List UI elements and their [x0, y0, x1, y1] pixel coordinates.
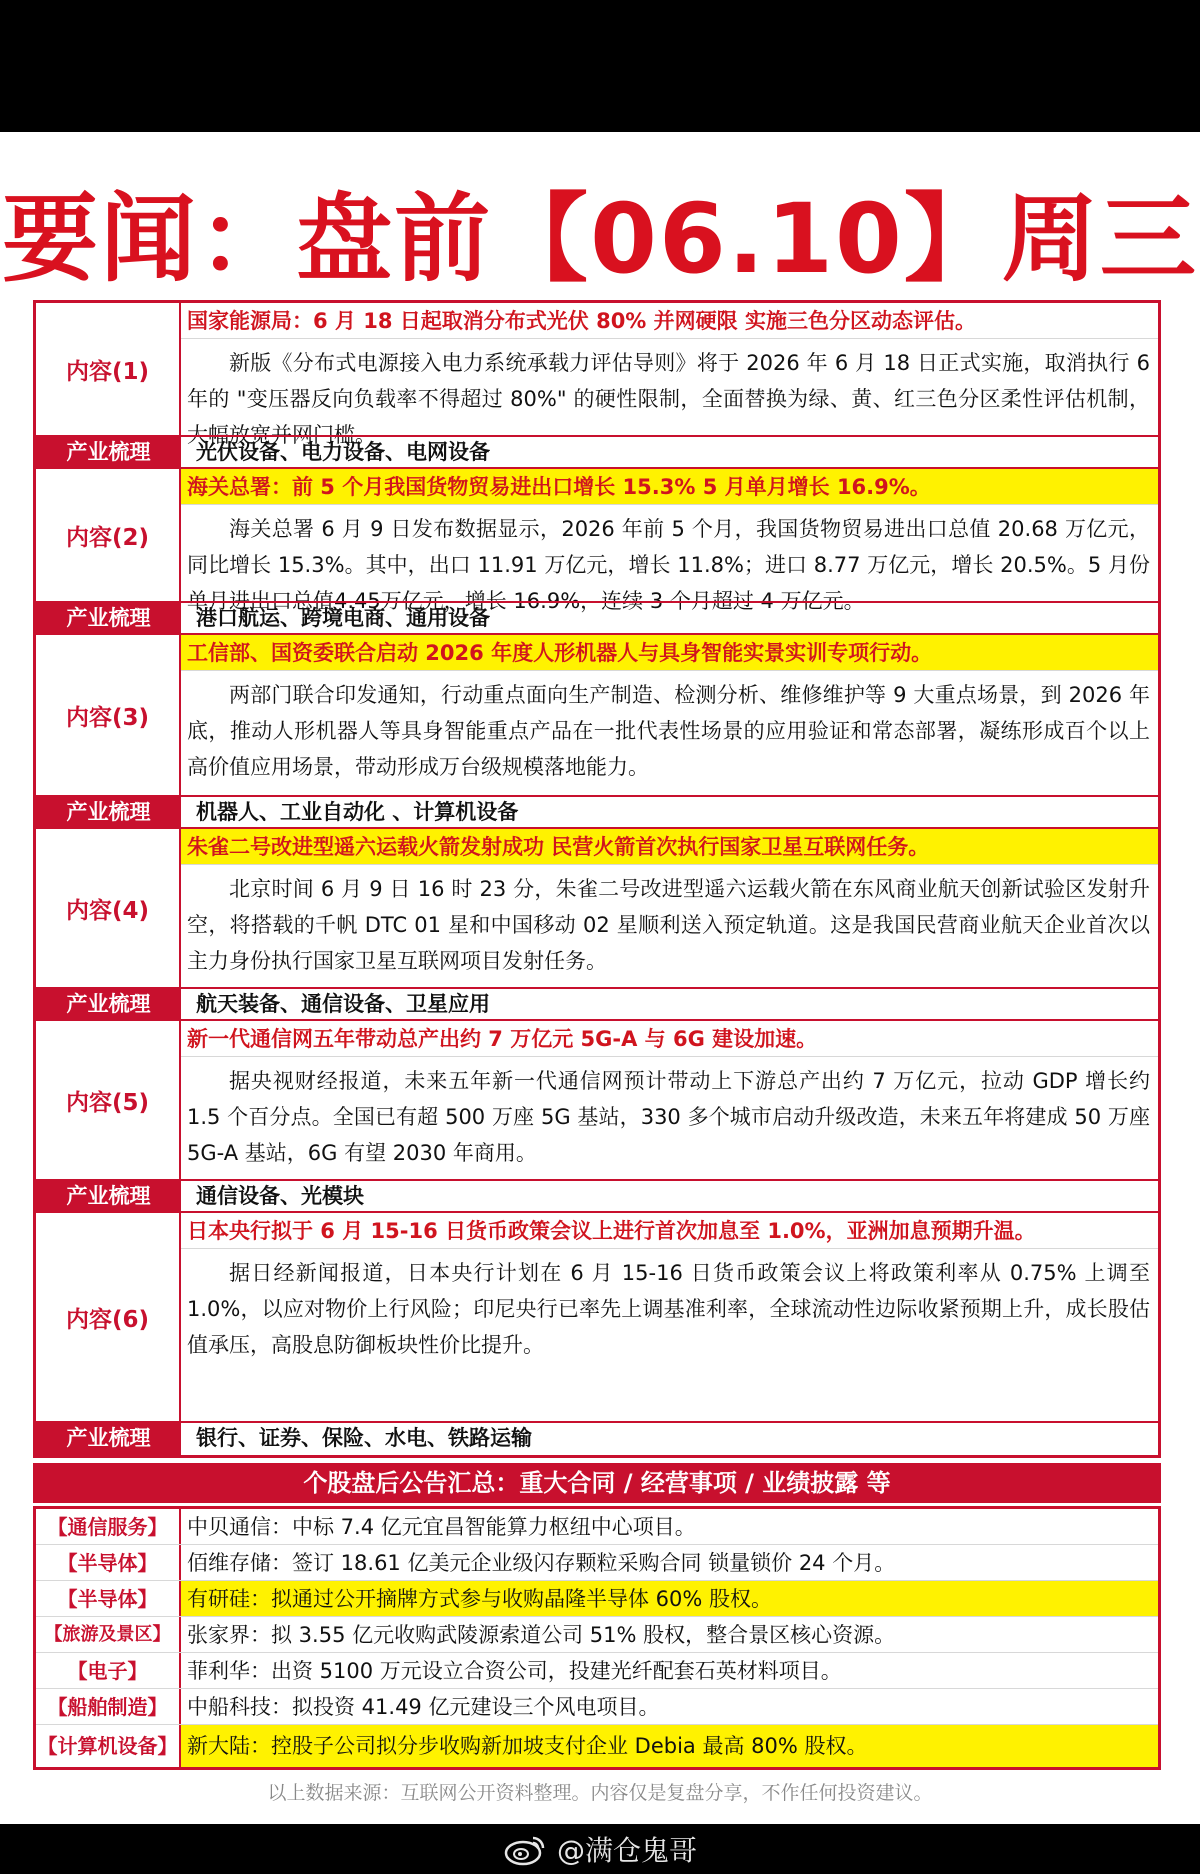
sector-tag: 【船舶制造】 [36, 1689, 181, 1724]
industry-row-3 [36, 795, 1158, 829]
news-headline: 国家能源局：6 月 18 日起取消分布式光伏 80% 并网硬限 实施三色分区动态评估。 [181, 303, 1158, 339]
news-body: 两部门联合印发通知，行动重点面向生产制造、检测分析、维修维护等 9 大重点场景，到 2026 年底，推动人形机器人等具身智能重点产品在一批代表性场景的应用验证和常态部署，凝练形成百个以上高价值应用场景，带动形成万台级规模落地能力。 [187, 683, 1150, 779]
news-headline: 朱雀二号改进型遥六运载火箭发射成功 民营火箭首次执行国家卫星互联网任务。 [181, 829, 1158, 865]
announcement-row [36, 1581, 1158, 1617]
industry-value: 通信设备、光模块 [196, 1184, 364, 1208]
announcements-table [33, 1506, 1161, 1770]
news-label: 内容(1) [36, 303, 181, 435]
industry-tag: 产业梳理 [36, 437, 181, 467]
news-body: 据央视财经报道，未来五年新一代通信网预计带动上下游总产出约 7 万亿元，拉动 GDP 增长约 1.5 个百分点。全国已有超 500 万座 5G 基站，330 多个城市启动升级改造，未来五年将建成 50 万座 5G-A 基站，6G 有望 2030 年商用。 [187, 1069, 1150, 1165]
news-block-2 [36, 469, 1158, 613]
announcement-row [36, 1653, 1158, 1689]
announcement-row [36, 1617, 1158, 1653]
document-page [0, 132, 1200, 1824]
news-label: 内容(2) [36, 469, 181, 601]
announcement-text: 菲利华：出资 5100 万元设立合资公司，投建光纤配套石英材料项目。 [187, 1659, 842, 1683]
sector-tag: 【旅游及景区】 [36, 1617, 181, 1652]
news-headline: 海关总署：前 5 个月我国货物贸易进出口增长 15.3% 5 月单月增长 16.9%。 [181, 469, 1158, 505]
sector-tag: 【半导体】 [36, 1545, 181, 1580]
industry-tag: 产业梳理 [36, 797, 181, 827]
announcement-row [36, 1545, 1158, 1581]
industry-value: 航天装备、通信设备、卫星应用 [196, 992, 490, 1016]
industry-row-2 [36, 601, 1158, 635]
sector-tag: 【通信服务】 [36, 1509, 181, 1544]
sector-tag: 【电子】 [36, 1653, 181, 1688]
industry-tag: 产业梳理 [36, 989, 181, 1019]
news-label: 内容(5) [36, 1021, 181, 1179]
news-block-1 [36, 303, 1158, 447]
news-body: 海关总署 6 月 9 日发布数据显示，2026 年前 5 个月，我国货物贸易进出口总值 20.68 万亿元，同比增长 15.3%。其中，出口 11.91 万亿元，增长 11.8%；进口 8.77 万亿元，增长 20.5%。5 月份单月进出口总值4.45万亿元，增长 16.9%，连续 3 个月超过 4 万亿元。 [187, 517, 1150, 613]
news-block-3 [36, 635, 1158, 795]
news-body: 北京时间 6 月 9 日 16 时 23 分，朱雀二号改进型遥六运载火箭在东风商业航天创新试验区发射升空，将搭载的千帆 DTC 01 星和中国移动 02 星顺利送入预定轨道。这是我国民营商业航天企业首次以主力身份执行国家卫星互联网项目发射任务。 [187, 877, 1150, 973]
announcements-title: 个股盘后公告汇总：重大合同 / 经营事项 / 业绩披露 等 [33, 1463, 1161, 1503]
news-body: 新版《分布式电源接入电力系统承载力评估导则》将于 2026 年 6 月 18 日正式实施，取消执行 6 年的 "变压器反向负载率不得超过 80%" 的硬性限制，全面替换为绿、黄、红三色分区柔性评估机制，大幅放宽并网门槛。 [187, 351, 1150, 447]
industry-tag: 产业梳理 [36, 1181, 181, 1211]
news-label: 内容(3) [36, 635, 181, 795]
sector-tag: 【半导体】 [36, 1581, 181, 1616]
announcement-text: 佰维存储：签订 18.61 亿美元企业级闪存颗粒采购合同 锁量锁价 24 个月。 [187, 1551, 896, 1575]
announcement-row [36, 1725, 1158, 1767]
industry-row-5 [36, 1179, 1158, 1213]
news-label: 内容(6) [36, 1213, 181, 1421]
industry-value: 机器人、工业自动化 、计算机设备 [196, 800, 519, 824]
announcement-row [36, 1689, 1158, 1725]
announcement-row [36, 1509, 1158, 1545]
industry-tag: 产业梳理 [36, 1423, 181, 1455]
announcement-text: 中贝通信：中标 7.4 亿元宜昌智能算力枢纽中心项目。 [187, 1515, 696, 1539]
industry-tag: 产业梳理 [36, 603, 181, 633]
news-body: 据日经新闻报道，日本央行计划在 6 月 15-16 日货币政策会议上将政策利率从 0.75% 上调至 1.0%，以应对物价上行风险；印尼央行已率先上调基准利率，全球流动性边际收紧预期上升，成长股估值承压，高股息防御板块性价比提升。 [187, 1261, 1150, 1357]
news-table [33, 300, 1161, 1458]
news-headline: 日本央行拟于 6 月 15-16 日货币政策会议上进行首次加息至 1.0%，亚洲加息预期升温。 [181, 1213, 1158, 1249]
weibo-icon [503, 1832, 547, 1866]
announcement-text: 张家界：拟 3.55 亿元收购武陵源索道公司 51% 股权，整合景区核心资源。 [187, 1623, 896, 1647]
industry-row-6 [36, 1421, 1158, 1455]
industry-row-1 [36, 435, 1158, 469]
news-headline: 工信部、国资委联合启动 2026 年度人形机器人与具身智能实景实训专项行动。 [181, 635, 1158, 671]
news-label: 内容(4) [36, 829, 181, 987]
news-block-6 [36, 1213, 1158, 1421]
industry-value: 银行、证券、保险、水电、铁路运输 [196, 1426, 532, 1450]
watermark-text: @满仓鬼哥 [556, 1834, 697, 1867]
industry-row-4 [36, 987, 1158, 1021]
announcement-text: 新大陆：控股子公司拟分步收购新加坡支付企业 Debia 最高 80% 股权。 [181, 1725, 1158, 1767]
announcement-text: 中船科技：拟投资 41.49 亿元建设三个风电项目。 [187, 1695, 660, 1719]
weibo-watermark [0, 1824, 1200, 1874]
announcement-text: 有研硅：拟通过公开摘牌方式参与收购晶隆半导体 60% 股权。 [181, 1581, 1158, 1616]
news-block-4 [36, 829, 1158, 987]
industry-value: 港口航运、跨境电商、通用设备 [196, 606, 490, 630]
page-title: 要闻：盘前【06.10】周三 [2, 183, 1198, 295]
sector-tag: 【计算机设备】 [36, 1725, 181, 1767]
industry-value: 光伏设备、电力设备、电网设备 [196, 440, 490, 464]
source-note: 以上数据来源：互联网公开资料整理。内容仅是复盘分享，不作任何投资建议。 [267, 1782, 933, 1804]
news-block-5 [36, 1021, 1158, 1179]
news-headline: 新一代通信网五年带动总产出约 7 万亿元 5G-A 与 6G 建设加速。 [181, 1021, 1158, 1057]
